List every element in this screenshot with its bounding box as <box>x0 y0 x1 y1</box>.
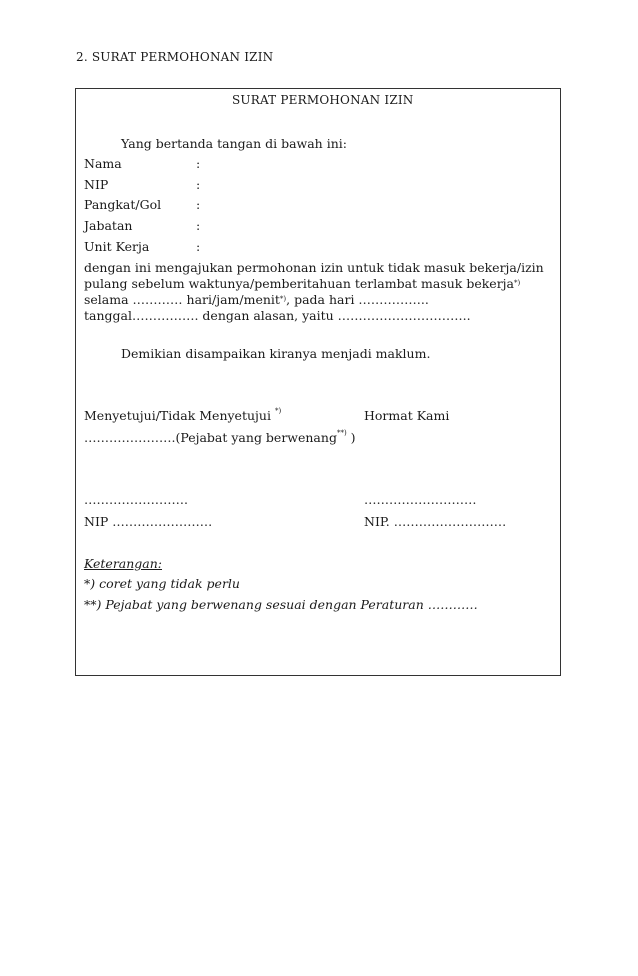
field-label-nip: NIP <box>84 177 109 192</box>
regards-text: Hormat Kami <box>364 408 450 423</box>
body-line-3-tail: , pada hari …………….. <box>286 292 429 307</box>
field-colon-nama: : <box>196 156 201 171</box>
field-label-nama: Nama <box>84 156 122 171</box>
footnote-mark: *) <box>279 295 287 303</box>
request-paragraph <box>84 260 554 324</box>
body-line-4: tanggal……………. dengan alasan, yaitu ………………………….. <box>84 308 471 323</box>
form-title: SURAT PERMOHONAN IZIN <box>232 93 414 107</box>
body-line-3 <box>84 292 554 308</box>
footnote-mark: *) <box>514 279 521 287</box>
approval-label-text: Menyetujui/Tidak Menyetujui <box>84 408 275 423</box>
notes-title: Keterangan: <box>84 556 163 571</box>
signature-line-left: ……………………. <box>84 492 188 507</box>
official-line <box>84 430 356 445</box>
closing-text: Demikian disampaikan kiranya menjadi maklum. <box>121 346 431 361</box>
official-mark: **) <box>336 429 347 437</box>
note-1: *) coret yang tidak perlu <box>84 576 240 591</box>
field-colon-jabatan: : <box>196 218 201 233</box>
body-line-2 <box>84 276 554 292</box>
note-2: **) Pejabat yang berwenang sesuai dengan Peraturan ………… <box>84 597 478 612</box>
field-label-jabatan: Jabatan <box>84 218 133 233</box>
body-line-3-text: selama ………… hari/jam/menit <box>84 292 280 307</box>
field-colon-pangkat: : <box>196 197 201 212</box>
section-heading: 2. SURAT PERMOHONAN IZIN <box>76 50 274 64</box>
field-colon-unit-kerja: : <box>196 239 201 254</box>
intro-text: Yang bertanda tangan di bawah ini: <box>121 136 347 151</box>
body-line-2-text: pulang sebelum waktunya/pemberitahuan terlambat masuk bekerja <box>84 276 515 291</box>
official-line-text: ………………….(Pejabat yang berwenang <box>84 430 337 445</box>
field-label-unit-kerja: Unit Kerja <box>84 239 150 254</box>
nip-right: NIP. ……………………… <box>364 514 507 529</box>
approval-label <box>84 408 281 423</box>
field-colon-nip: : <box>196 177 201 192</box>
field-label-pangkat: Pangkat/Gol <box>84 197 162 212</box>
approval-mark: *) <box>274 407 282 415</box>
nip-left: NIP …………………… <box>84 514 213 529</box>
signature-line-right: ……………………… <box>364 492 477 507</box>
body-line-1: dengan ini mengajukan permohonan izin untuk tidak masuk bekerja/izin <box>84 260 544 275</box>
official-close: ) <box>346 430 356 445</box>
